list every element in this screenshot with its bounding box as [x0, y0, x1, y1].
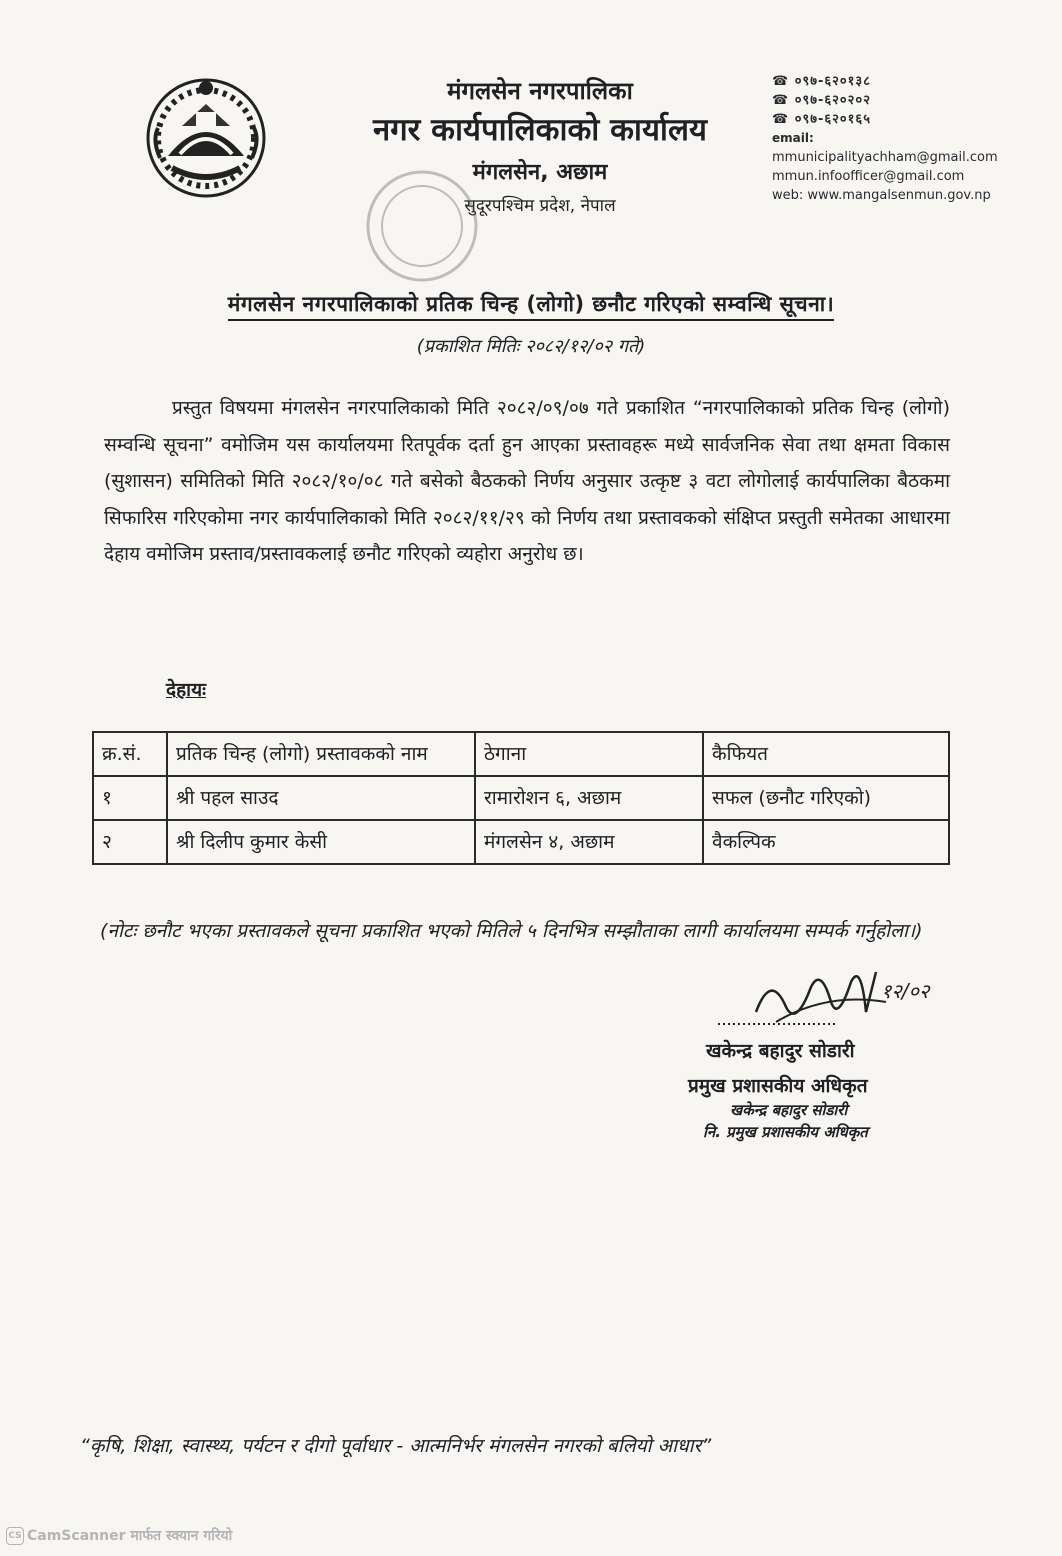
- note-text: (नोटः छनौट भएका प्रस्तावकले सूचना प्रकाशित भएको मितिले ५ दिनभित्र सम्झौताका लागी कार्यालयमा सम्पर्क गर्नुहोला।): [100, 920, 923, 942]
- table-header: क्र.सं.: [93, 732, 167, 776]
- table-header: ठेगाना: [475, 732, 703, 776]
- table-cell: सफल (छनौट गरिएको): [703, 776, 949, 820]
- scanner-watermark: [6, 1526, 232, 1545]
- stamp-designation: नि. प्रमुख प्रशासकीय अधिकृत: [703, 1123, 868, 1141]
- contact-block: [772, 72, 1012, 205]
- phone-number: ☎ ०९७-६२०१६५: [772, 112, 871, 127]
- table-cell: वैकल्पिक: [703, 820, 949, 864]
- table-cell: रामारोशन ६, अछाम: [475, 776, 703, 820]
- signatory-name: खकेन्द्र बहादुर सोडारी: [706, 1040, 855, 1062]
- table-cell: श्री पहल साउद: [167, 776, 475, 820]
- camscanner-icon: CS: [6, 1527, 24, 1545]
- office-name: नगर कार्यपालिकाको कार्यालय: [373, 112, 707, 148]
- published-date: (प्रकाशित मितिः २०८२/१२/०२ गते): [416, 336, 646, 357]
- signatory-designation: प्रमुख प्रशासकीय अधिकृत: [688, 1075, 868, 1097]
- table-header: प्रतिक चिन्ह (लोगो) प्रस्तावकको नाम: [167, 732, 475, 776]
- table-cell: १: [93, 776, 167, 820]
- selection-table: [92, 731, 950, 865]
- office-location: मंगलसेन, अछाम: [472, 160, 608, 185]
- office-stamp-icon: [352, 166, 492, 286]
- table-cell: २: [93, 820, 167, 864]
- phone-number: ☎ ०९७-६२०१३८: [772, 74, 871, 89]
- section-heading: देहायः: [166, 679, 206, 701]
- signature-date: १२/०२: [881, 979, 930, 1003]
- nepal-emblem-icon: [138, 68, 274, 204]
- notice-title-text: मंगलसेन नगरपालिकाको प्रतिक चिन्ह (लोगो) छनौट गरिएको सम्वन्धि सूचना।: [228, 292, 834, 321]
- website: web: www.mangalsenmun.gov.np: [772, 188, 991, 203]
- stamp-name: खकेन्द्र बहादुर सोडारी: [730, 1101, 848, 1119]
- phone-number: ☎ ०९७-६२०२०२: [772, 93, 871, 108]
- table-row: [93, 776, 949, 820]
- footer-slogan: “कृषि, शिक्षा, स्वास्थ्य, पर्यटन र दीगो पूर्वाधार - आत्मनिर्भर मंगलसेन नगरको बलियो आधार”: [80, 1435, 712, 1457]
- office-province: सुदूरपश्चिम प्रदेश, नेपाल: [464, 196, 616, 216]
- municipality-name: मंगलसेन नगरपालिका: [447, 77, 633, 105]
- table-cell: मंगलसेन ४, अछाम: [475, 820, 703, 864]
- table-row: [93, 820, 949, 864]
- table-cell: श्री दिलीप कुमार केसी: [167, 820, 475, 864]
- notice-title: [0, 290, 1062, 318]
- email-address: mmunicipalityachham@gmail.com: [772, 150, 998, 165]
- notice-body: प्रस्तुत विषयमा मंगलसेन नगरपालिकाको मिति २०८२/०९/०७ गते प्रकाशित “नगरपालिकाको प्रतिक चिन्ह (लोगो) सम्वन्धि सूचना” वमोजिम यस कार्यालयमा रितपूर्वक दर्ता हुन आएका प्रस्तावहरू मध्ये सार्वजनिक सेवा तथा क्षमता विकास (सुशासन) समितिको मिति २०८२/१०/०८ गते बसेको बैठकको निर्णय अनुसार उत्कृष्ट ३ वटा लोगोलाई कार्यपालिका बैठकमा सिफारिस गरिएकोमा नगर कार्यपालिकाको मिति २०८२/११/२९ को निर्णय तथा प्रस्तावकको संक्षिप्त प्रस्तुती समेतका आधारमा देहाय वमोजिम प्रस्ताव/प्रस्तावकलाई छनौट गरिएको व्यहोरा अनुरोध छ।: [104, 397, 950, 565]
- watermark-text: CamScanner मार्फत स्क्यान गरियो: [27, 1528, 233, 1544]
- table-header-row: [93, 732, 949, 776]
- email-address: mmun.infoofficer@gmail.com: [772, 169, 965, 184]
- table-header: कैफियत: [703, 732, 949, 776]
- email-label: email:: [772, 131, 814, 145]
- signature-icon: [716, 952, 956, 1042]
